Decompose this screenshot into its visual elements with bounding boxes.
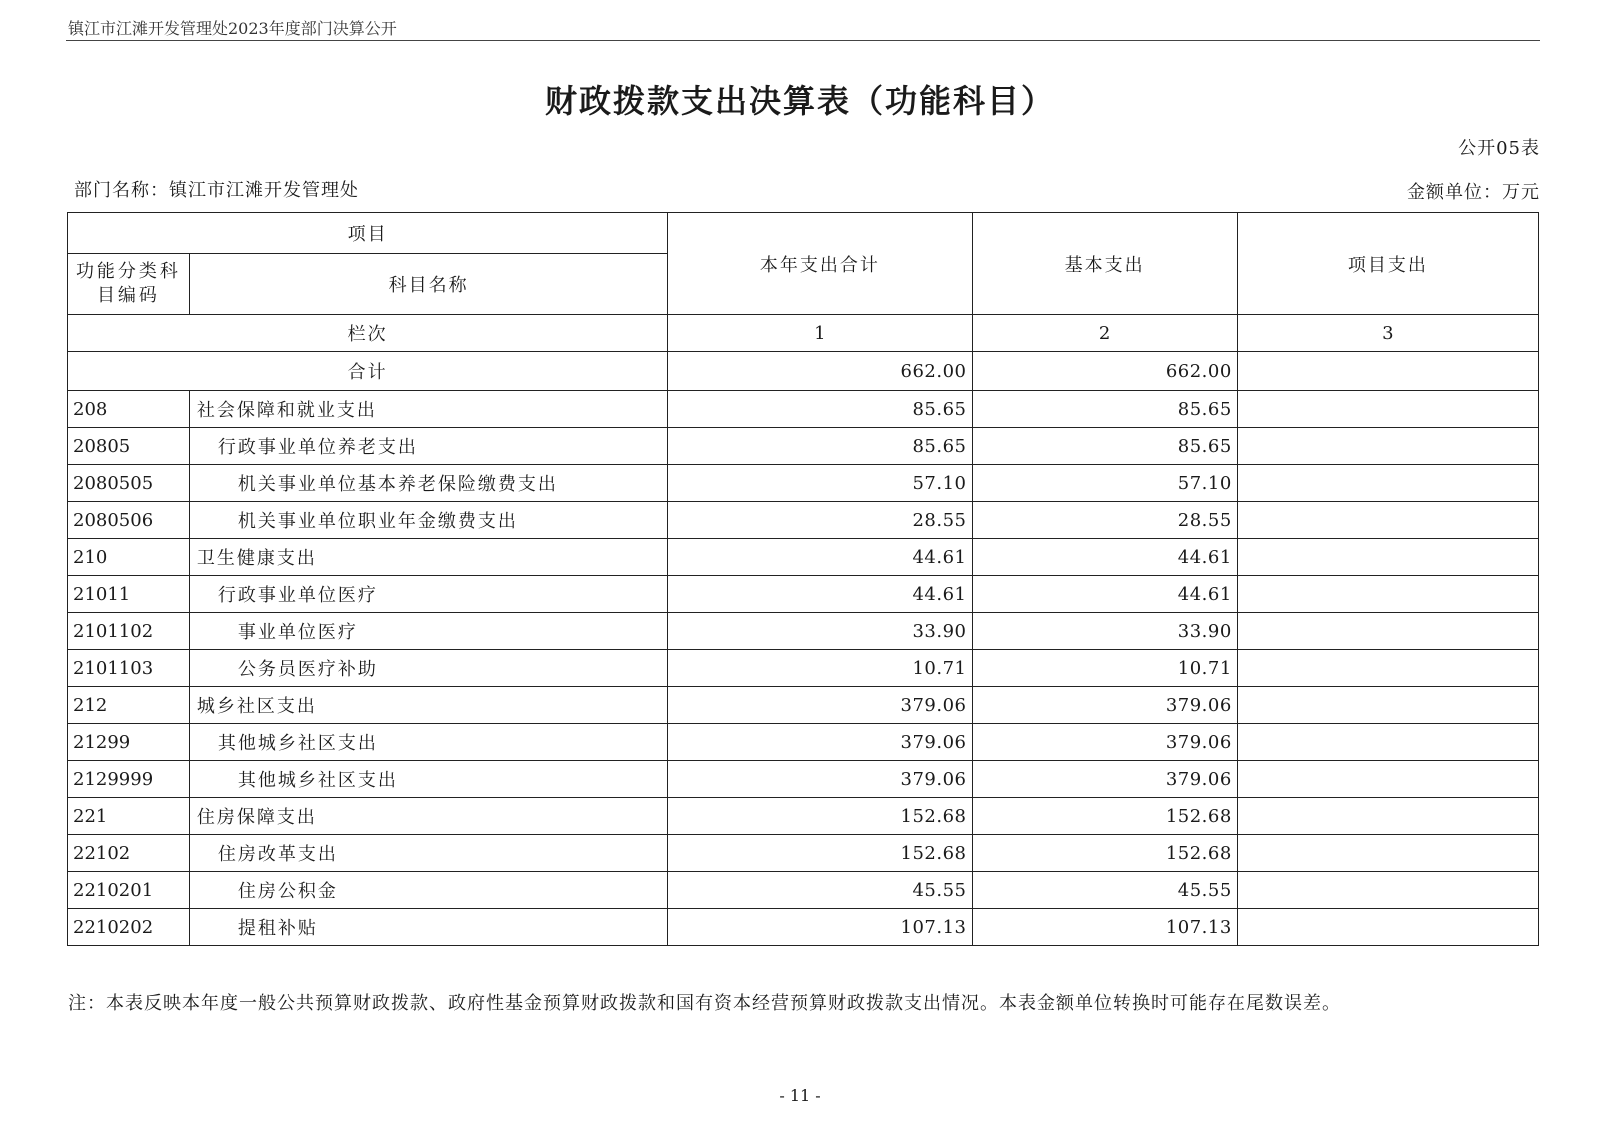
table-row [68,465,1539,502]
row-basic: 45.55 [972,872,1237,909]
row-project [1237,428,1538,465]
row-name: 住房保障支出 [189,798,667,835]
row-basic: 85.65 [972,428,1237,465]
header-total: 本年支出合计 [668,213,972,315]
row-name: 机关事业单位职业年金缴费支出 [189,502,667,539]
row-project [1237,539,1538,576]
row-total: 85.65 [668,428,972,465]
header-basic: 基本支出 [972,213,1237,315]
row-basic: 33.90 [972,613,1237,650]
row-basic: 152.68 [972,798,1237,835]
column-index-3: 3 [1237,315,1538,352]
row-name: 卫生健康支出 [189,539,667,576]
table-row [68,724,1539,761]
row-name: 事业单位医疗 [189,613,667,650]
row-project [1237,687,1538,724]
row-basic: 379.06 [972,761,1237,798]
row-name: 行政事业单位养老支出 [189,428,667,465]
expenditure-table [67,212,1539,946]
table-row [68,576,1539,613]
row-total: 45.55 [668,872,972,909]
table-row [68,391,1539,428]
row-total: 379.06 [668,761,972,798]
row-code: 2080506 [68,502,190,539]
row-basic: 10.71 [972,650,1237,687]
row-name: 其他城乡社区支出 [189,724,667,761]
row-basic: 28.55 [972,502,1237,539]
header-project: 项目支出 [1237,213,1538,315]
row-name: 行政事业单位医疗 [189,576,667,613]
row-code: 210 [68,539,190,576]
row-basic: 44.61 [972,539,1237,576]
row-code: 2101103 [68,650,190,687]
row-name: 城乡社区支出 [189,687,667,724]
row-name: 住房改革支出 [189,835,667,872]
row-total: 152.68 [668,835,972,872]
row-name: 公务员医疗补助 [189,650,667,687]
row-code: 2210202 [68,909,190,946]
total-project [1237,352,1538,391]
table-row [68,687,1539,724]
row-project [1237,465,1538,502]
row-basic: 85.65 [972,391,1237,428]
row-name: 其他城乡社区支出 [189,761,667,798]
row-project [1237,909,1538,946]
form-number: 公开05表 [1458,138,1540,159]
row-project [1237,761,1538,798]
row-name: 提租补贴 [189,909,667,946]
row-total: 85.65 [668,391,972,428]
row-basic: 44.61 [972,576,1237,613]
row-basic: 152.68 [972,835,1237,872]
row-total: 10.71 [668,650,972,687]
table-row [68,502,1539,539]
unit-label: 金额单位：万元 [1407,182,1540,203]
row-total: 107.13 [668,909,972,946]
column-index-label: 栏次 [68,315,668,352]
row-project [1237,650,1538,687]
row-total: 44.61 [668,539,972,576]
column-index-1: 1 [668,315,972,352]
table-row [68,909,1539,946]
row-total: 28.55 [668,502,972,539]
header-name: 科目名称 [189,254,667,315]
row-code: 21299 [68,724,190,761]
row-basic: 57.10 [972,465,1237,502]
row-code: 2080505 [68,465,190,502]
row-code: 20805 [68,428,190,465]
row-name: 社会保障和就业支出 [189,391,667,428]
row-basic: 379.06 [972,687,1237,724]
header-rule [66,40,1540,41]
table-note: 注：本表反映本年度一般公共预算财政拨款、政府性基金预算财政拨款和国有资本经营预算财政拨款支出情况。本表金额单位转换时可能存在尾数误差。 [68,993,1341,1014]
row-project [1237,576,1538,613]
page-number: - 11 - [779,1086,821,1105]
total-amount: 662.00 [668,352,972,391]
row-project [1237,391,1538,428]
row-code: 2210201 [68,872,190,909]
row-code: 221 [68,798,190,835]
row-basic: 379.06 [972,724,1237,761]
row-project [1237,724,1538,761]
row-code: 212 [68,687,190,724]
header-item: 项目 [68,213,668,254]
table-row [68,428,1539,465]
table-row [68,761,1539,798]
row-total: 152.68 [668,798,972,835]
table-row [68,835,1539,872]
department-label: 部门名称：镇江市江滩开发管理处 [74,180,359,201]
row-project [1237,872,1538,909]
table-row [68,613,1539,650]
row-total: 33.90 [668,613,972,650]
table-row [68,650,1539,687]
row-project [1237,835,1538,872]
table-row [68,539,1539,576]
total-basic: 662.00 [972,352,1237,391]
total-label: 合计 [68,352,668,391]
table-row [68,798,1539,835]
row-name: 住房公积金 [189,872,667,909]
row-code: 2101102 [68,613,190,650]
running-header: 镇江市江滩开发管理处2023年度部门决算公开 [68,19,397,38]
row-code: 21011 [68,576,190,613]
row-code: 2129999 [68,761,190,798]
row-total: 379.06 [668,724,972,761]
row-total: 57.10 [668,465,972,502]
row-project [1237,502,1538,539]
column-index-2: 2 [972,315,1237,352]
table-row [68,872,1539,909]
row-project [1237,613,1538,650]
row-total: 379.06 [668,687,972,724]
row-code: 22102 [68,835,190,872]
row-code: 208 [68,391,190,428]
row-name: 机关事业单位基本养老保险缴费支出 [189,465,667,502]
page-title: 财政拨款支出决算表（功能科目） [544,82,1055,120]
row-basic: 107.13 [972,909,1237,946]
row-project [1237,798,1538,835]
row-total: 44.61 [668,576,972,613]
header-code: 功能分类科目编码 [68,254,190,315]
